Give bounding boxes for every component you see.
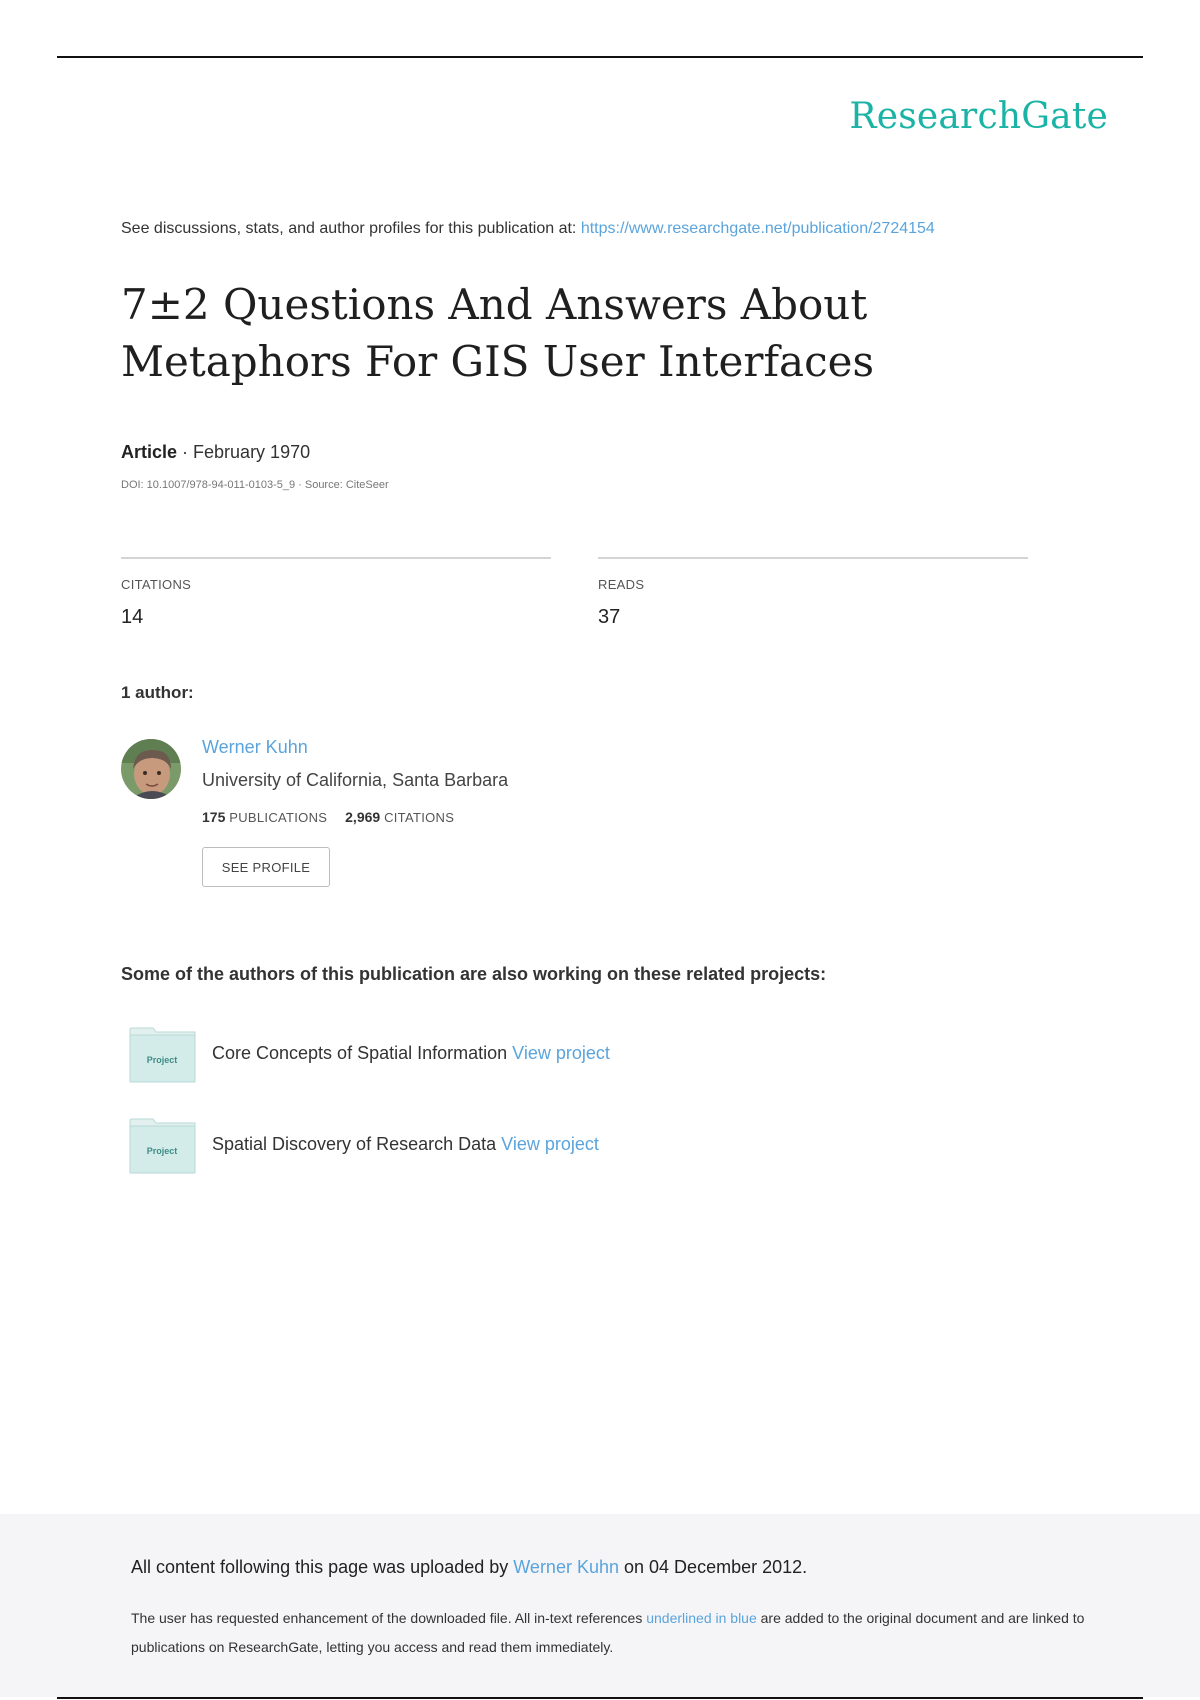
discussion-text: See discussions, stats, and author profiles for this publication at: [121, 220, 577, 237]
related-projects-heading: Some of the authors of this publication are also working on these related projects: [121, 964, 827, 984]
citations-value: 14 [121, 606, 144, 628]
folder-label: Project [146, 1146, 178, 1156]
bottom-rule [57, 1697, 1143, 1699]
author-citations-label: CITATIONS [384, 810, 455, 825]
project-title: Core Concepts of Spatial Information [212, 1043, 508, 1063]
meta-separator: · [177, 442, 194, 462]
doi-line: DOI: 10.1007/978-94-011-0103-5_9 · Source: CiteSeer [121, 479, 389, 491]
publication-date: February 1970 [193, 442, 311, 462]
project-folder-icon [129, 1118, 196, 1174]
project-folder-icon [129, 1027, 196, 1083]
upload-prefix: All content following this page was uploaded by [131, 1557, 509, 1577]
underlined-in-blue-link[interactable]: underlined in blue [646, 1610, 757, 1626]
note-prefix: The user has requested enhancement of the downloaded file. All in-text references [131, 1610, 643, 1626]
top-rule [57, 56, 1143, 58]
reads-label: READS [598, 577, 645, 592]
researchgate-logo[interactable]: ResearchGate [849, 96, 1108, 137]
avatar-photo [121, 739, 181, 799]
project-line [212, 1134, 599, 1155]
reads-stat [598, 557, 1028, 629]
see-profile-button[interactable]: SEE PROFILE [202, 847, 330, 887]
publication-title: 7±2 Questions And Answers About Metaphors For GIS User Interfaces [121, 280, 875, 386]
author-publications-count: 175 [202, 809, 226, 825]
view-project-link[interactable]: View project [501, 1134, 599, 1154]
citations-stat [121, 557, 551, 629]
author-institution: University of California, Santa Barbara [202, 770, 509, 790]
enhancement-note [131, 1604, 1091, 1662]
author-avatar[interactable] [121, 739, 181, 799]
upload-line [131, 1557, 807, 1578]
note-suffix: are added to the original document and are linked to publications on ResearchGate, letting you access and read them immediately. [131, 1610, 1085, 1655]
uploader-link[interactable]: Werner Kuhn [513, 1557, 619, 1577]
authors-heading: 1 author: [121, 683, 194, 702]
author-stats [202, 809, 468, 825]
view-project-link[interactable]: View project [512, 1043, 610, 1063]
publication-type: Article [121, 442, 178, 462]
project-line [212, 1043, 610, 1064]
upload-suffix: on 04 December 2012. [624, 1557, 808, 1577]
discussion-line [121, 220, 935, 238]
publication-meta [121, 442, 310, 463]
publication-url-link[interactable]: https://www.researchgate.net/publication/2724154 [580, 220, 935, 237]
reads-value: 37 [598, 606, 621, 628]
project-item [129, 1118, 929, 1174]
project-title: Spatial Discovery of Research Data [212, 1134, 497, 1154]
project-item [129, 1027, 929, 1083]
author-publications-label: PUBLICATIONS [229, 810, 328, 825]
folder-label: Project [146, 1055, 178, 1065]
author-citations-count: 2,969 [345, 809, 381, 825]
author-name-link[interactable]: Werner Kuhn [202, 737, 308, 757]
citations-label: CITATIONS [121, 577, 192, 592]
